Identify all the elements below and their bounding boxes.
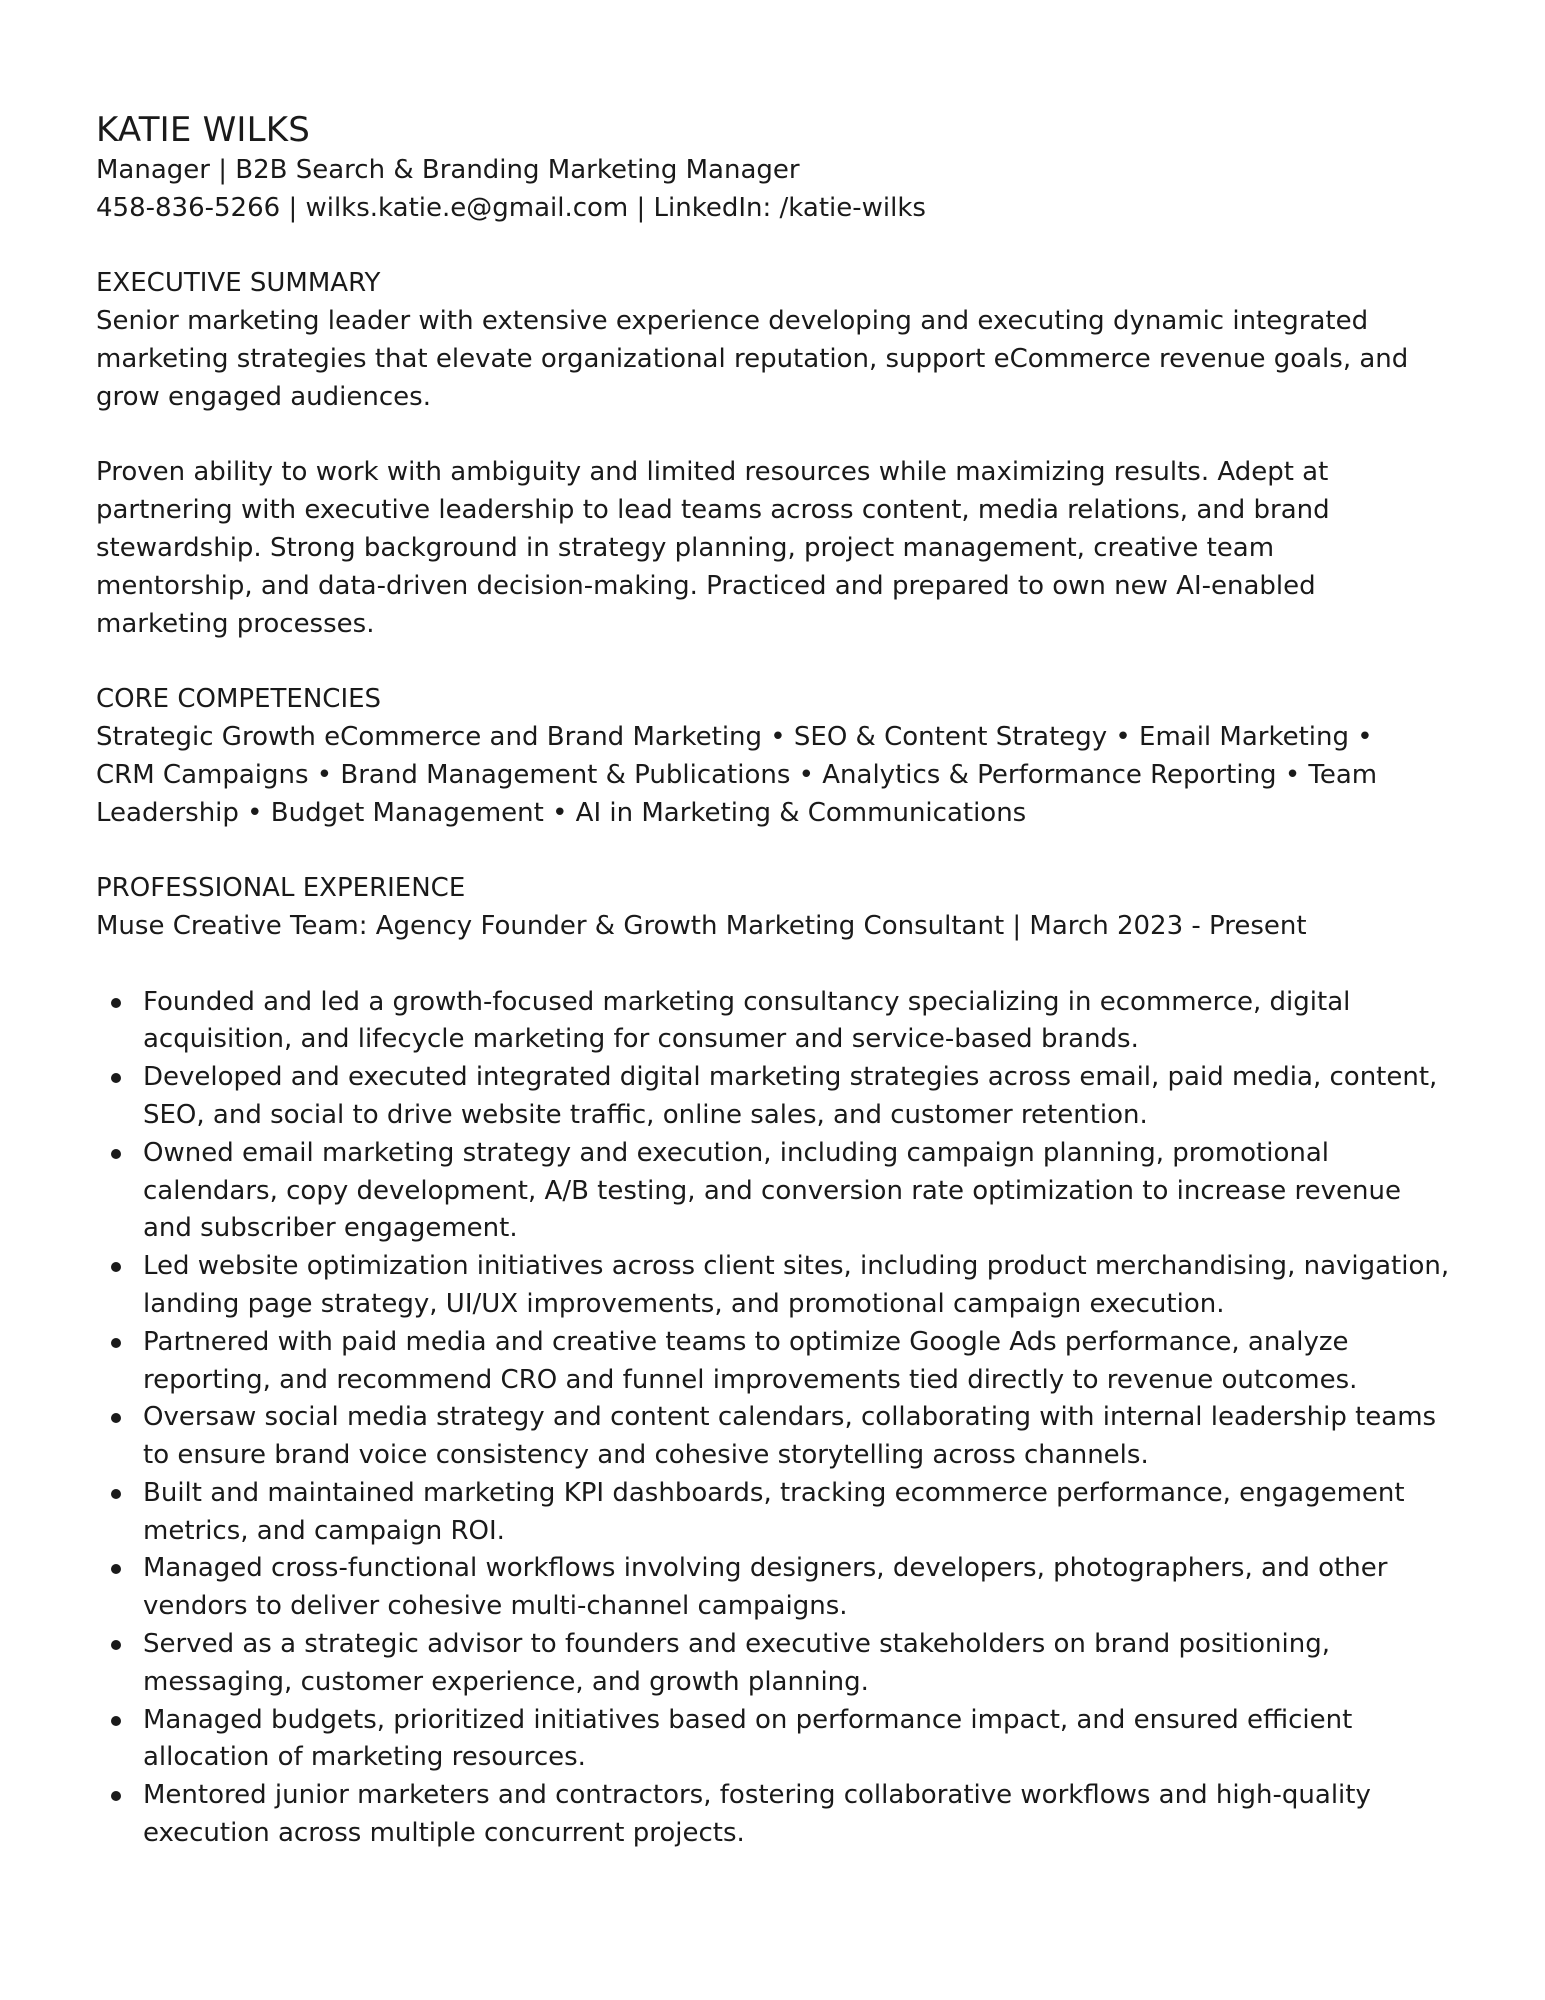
bullet-text: Owned email marketing strategy and execution, including campaign planning, promotional calendars, copy development, A/B testing, and conversion rate optimization to increase revenue and subscriber engagement. [143, 1137, 1401, 1244]
list-item [96, 1702, 1453, 1778]
bullet-text: Served as a strategic advisor to founders and executive stakeholders on brand positioning, messaging, customer experience, and growth planning. [143, 1629, 1330, 1697]
list-item [96, 1475, 1453, 1551]
core-competencies-heading: CORE COMPETENCIES [96, 684, 382, 715]
bullet-text: Managed cross-functional workflows involving designers, developers, photographers, and other vendors to deliver cohesive multi-channel campaigns. [143, 1553, 1388, 1622]
bullet-text: Partnered with paid media and creative teams to optimize Google Ads performance, analyze reporting, and recommend CRO and funnel improvements tied directly to revenue outcomes. [143, 1326, 1358, 1395]
bullet-dot-icon [111, 1640, 121, 1650]
resume-page [96, 108, 1456, 1853]
bullet-dot-icon [111, 1073, 121, 1083]
list-item [96, 1135, 1453, 1248]
list-item [96, 1059, 1453, 1135]
job-role-line: Muse Creative Team: Agency Founder & Growth Marketing Consultant | March 2023 - Present [96, 910, 1307, 941]
spacer [96, 946, 1456, 984]
experience-bullets [96, 984, 1456, 1853]
list-item [96, 1248, 1453, 1324]
bullet-text: Managed budgets, prioritized initiatives based on performance impact, and ensured efficient allocation of marketing resources. [143, 1704, 1353, 1773]
summary-paragraph-1: Senior marketing leader with extensive experience developing and executing dynamic integrated marketing strategies that elevate organizational reputation, support eCommerce revenue goals, and grow engaged audiences. [96, 306, 1409, 412]
spacer [96, 832, 1456, 870]
list-item [96, 1324, 1453, 1400]
bullet-dot-icon [111, 1489, 121, 1499]
bullet-dot-icon [111, 1716, 121, 1726]
bullet-dot-icon [111, 998, 121, 1008]
bullet-dot-icon [111, 1338, 121, 1348]
list-item [96, 1626, 1453, 1702]
spacer [96, 417, 1456, 455]
summary-paragraph-2: Proven ability to work with ambiguity and limited resources while maximizing results. Adept at partnering with executive leadership to lead teams across content, media relations, and brand stewardship. Strong background in strategy planning, project management, creative team mentorship, and data-driven decision-making. Practiced and prepared to own new AI-enabled marketing processes. [96, 457, 1330, 639]
bullet-dot-icon [111, 1564, 121, 1574]
bullet-dot-icon [111, 1149, 121, 1159]
list-item [96, 1399, 1453, 1475]
contact-info: 458-836-5266 | wilks.katie.e@gmail.com | LinkedIn: /katie-wilks [96, 192, 926, 223]
bullet-text: Built and maintained marketing KPI dashboards, tracking ecommerce performance, engagement metrics, and campaign ROI. [143, 1477, 1405, 1546]
spacer [96, 643, 1456, 681]
bullet-text: Oversaw social media strategy and content calendars, collaborating with internal leadership teams to ensure brand voice consistency and cohesive storytelling across channels. [143, 1402, 1437, 1471]
bullet-dot-icon [111, 1262, 121, 1272]
bullet-text: Founded and led a growth-focused marketing consultancy specializing in ecommerce, digital acquisition, and lifecycle marketing for consumer and service-based brands. [143, 986, 1351, 1055]
bullet-text: Developed and executed integrated digital marketing strategies across email, paid media, content, SEO, and social to drive website traffic, online sales, and customer retention. [143, 1062, 1438, 1130]
list-item [96, 1550, 1453, 1626]
competencies-list: Strategic Growth eCommerce and Brand Marketing • SEO & Content Strategy • Email Marketing • CRM Campaigns • Brand Management & Publications • Analytics & Performance Reporting • Team Leadership • Budget Management • AI in Marketing & Communications [96, 721, 1378, 828]
list-item [96, 984, 1453, 1060]
spacer [96, 228, 1456, 266]
bullet-text: Mentored junior marketers and contractors, fostering collaborative workflows and high-quality execution across multiple concurrent projects. [143, 1780, 1371, 1849]
bullet-dot-icon [111, 1413, 121, 1423]
professional-experience-heading: PROFESSIONAL EXPERIENCE [96, 873, 466, 904]
bullet-text: Led website optimization initiatives across client sites, including product merchandising, navigation, landing page strategy, UI/UX improvements, and promotional campaign execution. [143, 1251, 1450, 1319]
bullet-dot-icon [111, 1791, 121, 1801]
list-item [96, 1777, 1453, 1853]
headline: Manager | B2B Search & Branding Marketing Manager [96, 155, 800, 185]
executive-summary-heading: EXECUTIVE SUMMARY [96, 268, 381, 299]
candidate-name: KATIE WILKS [96, 110, 311, 150]
